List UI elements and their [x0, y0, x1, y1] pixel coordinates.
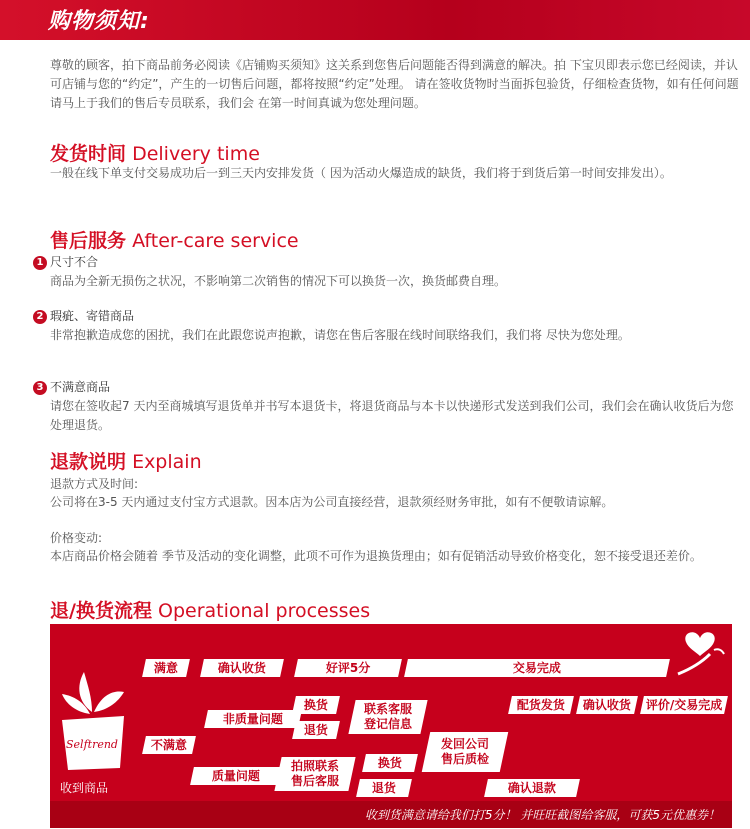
- refund-method-label: 退款方式及时间:: [50, 477, 139, 491]
- exchange-box-1: 换货: [292, 696, 340, 714]
- return-box-1: 退货: [292, 721, 340, 739]
- delivery-text: 一般在线下单支付交易成功后一到三天内安排发货（ 因为活动火爆造成的缺货，我们将于到货后第一时间安排发出）。: [50, 166, 672, 180]
- review-done-box: 评价/交易完成: [640, 696, 728, 714]
- process-heading-cn: 退/换货流程: [50, 600, 152, 622]
- delivery-heading-cn: 发货时间: [50, 143, 127, 165]
- heart-leaf-icon: [670, 630, 730, 678]
- deal-done-box: 交易完成: [404, 659, 670, 677]
- ship-back-box: 发回公司售后质检: [422, 732, 509, 772]
- item-number-3: 3: [33, 381, 47, 395]
- process-flowchart: [50, 624, 732, 828]
- item-text-2: 非常抱歉造成您的困扰，我们在此跟您说声抱歉，请您在售后客服在线时间联络我们，我们将 尽快为您处理。: [50, 328, 630, 342]
- confirm-refund-box: 确认退款: [484, 779, 580, 797]
- aftercare-heading-cn: 售后服务: [50, 230, 127, 252]
- item-text-1: 商品为全新无损伤之状况，不影响第二次销售的情况下可以换货一次，换货邮费自理。: [50, 274, 507, 288]
- satisfied-box: 满意: [142, 659, 190, 677]
- refund-heading-en: Explain: [132, 451, 202, 473]
- non-quality-box: 非质量问题: [204, 710, 302, 728]
- contact-cs-box: 联系客服登记信息: [348, 700, 427, 734]
- refund-heading-cn: 退款说明: [50, 451, 127, 473]
- refund-method-text: 公司将在3-5 天内通过支付宝方式退款。因本店为公司直接经营，退款须经财务审批，如有不便敬请谅解。: [50, 495, 614, 509]
- aftercare-heading-en: After-care service: [132, 230, 299, 252]
- delivery-heading: [50, 139, 260, 166]
- item-title-1: 尺寸不合: [50, 255, 99, 269]
- intro-text: 尊敬的顾客，拍下商品前务必阅读《店铺购买须知》这关系到您售后问题能否得到满意的解决。拍 下宝贝即表示您已经阅读，并认可店铺与您的“约定”，产生的一切售后问题，都将按照“约定”处理。 请在签收货物时当面拆包验货，仔细检查货物，如有任何问题请马上于我们的售后专员联系，我们会 在第一时间真诚为您处理问题。: [50, 58, 739, 110]
- good-review-box: 好评5分: [294, 659, 402, 677]
- refund-heading: [50, 447, 202, 474]
- item-title-2: 瑕疵、寄错商品: [50, 309, 135, 323]
- delivery-heading-en: Delivery time: [132, 143, 260, 165]
- item-text-3: 请您在签收起7 天内至商城填写退货单并书写本退货卡，将退货商品与本卡以快递形式发送到我们公司，我们会在确认收货后为您处理退货。: [50, 399, 734, 432]
- exchange-box-2: 换货: [362, 754, 418, 772]
- return-box-2: 退货: [356, 779, 412, 797]
- quality-box: 质量问题: [190, 767, 282, 785]
- aftercare-heading: [50, 226, 299, 253]
- item-title-3: 不满意商品: [50, 380, 111, 394]
- price-change-label: 价格变动:: [50, 531, 103, 545]
- confirm-receipt-box: 确认收货: [200, 659, 284, 677]
- brand-label: Selftrend: [66, 738, 118, 751]
- process-heading: [50, 596, 370, 623]
- photo-contact-box: 拍照联系售后客服: [274, 757, 355, 791]
- price-change-text: 本店商品价格会随着 季节及活动的变化调整，此项不可作为退换货理由；如有促销活动导致价格变化，恕不接受退还差价。: [50, 549, 702, 563]
- page-title: 购物须知:: [48, 9, 150, 34]
- process-heading-en: Operational processes: [158, 600, 371, 622]
- footer-strip: [50, 801, 732, 828]
- unsatisfied-box: 不满意: [142, 736, 196, 754]
- item-number-2: 2: [33, 310, 47, 324]
- confirm-receipt-box-2: 确认收货: [576, 696, 638, 714]
- shopping-bag-logo-icon: [58, 664, 128, 774]
- header-bar: [0, 0, 750, 40]
- item-number-1: 1: [33, 256, 47, 270]
- footer-promo-text: 收到货满意请给我们打5分！ 并旺旺截图给客服，可获5元优惠券！: [364, 808, 720, 822]
- receive-goods-label: 收到商品: [60, 781, 109, 795]
- ship-goods-box: 配货发货: [508, 696, 574, 714]
